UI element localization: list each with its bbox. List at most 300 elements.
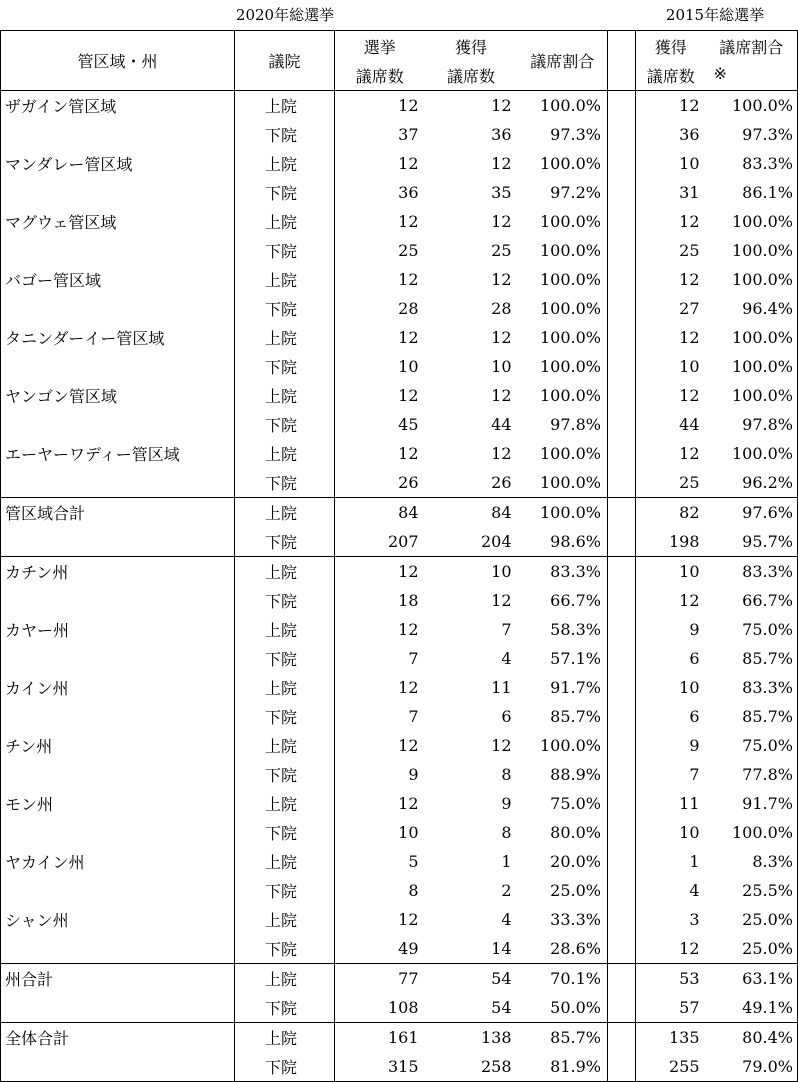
- seat-ratio-2015-cell: 100.0%: [706, 352, 798, 381]
- elected-seats-cell: 12: [398, 794, 419, 813]
- seat-ratio-2015-cell: 85.7%: [706, 644, 798, 673]
- won-seats-2015-cell: 3: [689, 910, 700, 929]
- header-gap: [608, 31, 636, 91]
- region-cell: [1, 760, 235, 789]
- house-cell: 上院: [235, 905, 335, 934]
- gap-cell: [608, 818, 636, 847]
- header-won15-line2: 議席数: [646, 67, 695, 86]
- title-2020-election: 2020年総選挙: [235, 6, 335, 24]
- seat-ratio-2015-cell: 25.0%: [706, 905, 798, 934]
- won-seats-2015-cell: 10: [679, 678, 700, 697]
- seat-ratio-cell: 100.0%: [518, 323, 608, 352]
- region-cell: [1, 702, 235, 731]
- seat-ratio-2015-cell: 77.8%: [706, 760, 798, 789]
- won-seats-cell: 12: [491, 736, 512, 755]
- won-seats-2015-cell: 25: [679, 241, 700, 260]
- elected-seats-cell: 28: [398, 299, 419, 318]
- gap-cell: [608, 557, 636, 587]
- seat-ratio-cell: 97.3%: [518, 120, 608, 149]
- seat-ratio-2015-cell: 97.3%: [706, 120, 798, 149]
- seat-ratio-2015-cell: 86.1%: [706, 178, 798, 207]
- region-cell: マンダレー管区域: [1, 149, 235, 178]
- seat-ratio-cell: 28.6%: [518, 934, 608, 964]
- seat-ratio-cell: 97.2%: [518, 178, 608, 207]
- seat-ratio-2015-cell: 97.8%: [706, 410, 798, 439]
- house-cell: 下院: [235, 294, 335, 323]
- house-cell: 上院: [235, 557, 335, 587]
- seat-ratio-cell: 75.0%: [518, 789, 608, 818]
- gap-cell: [608, 498, 636, 528]
- seat-ratio-cell: 100.0%: [518, 265, 608, 294]
- elected-seats-cell: 12: [398, 386, 419, 405]
- won-seats-cell: 12: [491, 591, 512, 610]
- region-cell: [1, 468, 235, 498]
- table-row: [1, 615, 798, 644]
- gap-cell: [608, 381, 636, 410]
- seat-ratio-2015-cell: 75.0%: [706, 731, 798, 760]
- won-seats-cell: 8: [501, 823, 512, 842]
- seat-ratio-cell: 100.0%: [518, 236, 608, 265]
- gap-cell: [608, 847, 636, 876]
- region-cell: バゴー管区域: [1, 265, 235, 294]
- won-seats-2015-cell: 1: [689, 852, 700, 871]
- table-row: [1, 527, 798, 557]
- won-seats-cell: 7: [501, 620, 512, 639]
- won-seats-2015-cell: 12: [679, 444, 700, 463]
- seat-ratio-cell: 100.0%: [518, 207, 608, 236]
- won-seats-cell: 10: [491, 357, 512, 376]
- seat-ratio-2015-cell: 96.2%: [706, 468, 798, 498]
- won-seats-2015-cell: 12: [679, 96, 700, 115]
- won-seats-2015-cell: 9: [689, 620, 700, 639]
- won-seats-cell: 9: [501, 794, 512, 813]
- won-seats-cell: 4: [501, 649, 512, 668]
- gap-cell: [608, 323, 636, 352]
- seat-ratio-2015-cell: 83.3%: [706, 673, 798, 702]
- gap-cell: [608, 964, 636, 994]
- table-row: [1, 673, 798, 702]
- seat-ratio-cell: 25.0%: [518, 876, 608, 905]
- seat-ratio-2015-cell: 100.0%: [706, 381, 798, 410]
- header-won-seats: [425, 31, 518, 91]
- elected-seats-cell: 12: [398, 444, 419, 463]
- elected-seats-cell: 10: [398, 823, 419, 842]
- seat-ratio-cell: 80.0%: [518, 818, 608, 847]
- header-won-line2: 議席数: [446, 67, 495, 86]
- won-seats-2015-cell: 44: [679, 415, 700, 434]
- elected-seats-cell: 26: [398, 473, 419, 492]
- elected-seats-cell: 9: [408, 765, 419, 784]
- gap-cell: [608, 876, 636, 905]
- house-cell: 上院: [235, 207, 335, 236]
- header-seat-ratio: 議席割合: [518, 31, 608, 91]
- house-cell: 上院: [235, 964, 335, 994]
- won-seats-2015-cell: 12: [679, 591, 700, 610]
- won-seats-2015-cell: 198: [668, 532, 700, 551]
- won-seats-cell: 26: [491, 473, 512, 492]
- table-row: [1, 381, 798, 410]
- table-row: [1, 847, 798, 876]
- house-cell: 下院: [235, 410, 335, 439]
- seat-ratio-cell: 100.0%: [518, 439, 608, 468]
- table-row: [1, 586, 798, 615]
- house-cell: 下院: [235, 178, 335, 207]
- region-cell: チン州: [1, 731, 235, 760]
- house-cell: 下院: [235, 876, 335, 905]
- table-row: [1, 149, 798, 178]
- seat-ratio-2015-cell: 100.0%: [706, 207, 798, 236]
- seat-ratio-2015-cell: 95.7%: [706, 527, 798, 557]
- region-cell: 管区域合計: [1, 498, 235, 528]
- elected-seats-cell: 77: [335, 964, 425, 994]
- gap-cell: [608, 207, 636, 236]
- won-seats-cell: 36: [491, 125, 512, 144]
- seat-ratio-cell: 81.9%: [518, 1052, 608, 1082]
- won-seats-cell: 12: [491, 154, 512, 173]
- seat-ratio-cell: 83.3%: [518, 557, 608, 587]
- region-cell: [1, 236, 235, 265]
- table-row: [1, 294, 798, 323]
- table-row: [1, 265, 798, 294]
- elected-seats-cell: 84: [335, 498, 425, 528]
- won-seats-2015-cell: 12: [679, 386, 700, 405]
- gap-cell: [608, 1023, 636, 1053]
- gap-cell: [608, 149, 636, 178]
- elected-seats-cell: 37: [398, 125, 419, 144]
- house-cell: 上院: [235, 439, 335, 468]
- seat-ratio-cell: 20.0%: [518, 847, 608, 876]
- elected-seats-cell: 108: [387, 998, 419, 1017]
- seat-ratio-2015-cell: 100.0%: [706, 818, 798, 847]
- won-seats-2015-cell: 135: [636, 1023, 706, 1053]
- won-seats-cell: 14: [491, 939, 512, 958]
- table-row: [1, 557, 798, 587]
- won-seats-2015-cell: 6: [689, 649, 700, 668]
- gap-cell: [608, 468, 636, 498]
- table-row: [1, 760, 798, 789]
- table-row: [1, 468, 798, 498]
- region-cell: ザガイン管区域: [1, 91, 235, 121]
- won-seats-2015-cell: 36: [679, 125, 700, 144]
- won-seats-2015-cell: 6: [689, 707, 700, 726]
- region-cell: [1, 120, 235, 149]
- seat-ratio-cell: 85.7%: [518, 702, 608, 731]
- gap-cell: [608, 527, 636, 557]
- table-header-row: [1, 31, 798, 91]
- won-seats-cell: 6: [501, 707, 512, 726]
- won-seats-2015-cell: 53: [636, 964, 706, 994]
- won-seats-2015-cell: 10: [679, 357, 700, 376]
- region-cell: [1, 818, 235, 847]
- seat-ratio-cell: 58.3%: [518, 615, 608, 644]
- header-won-line1: 獲得: [454, 38, 487, 57]
- elected-seats-cell: 12: [398, 736, 419, 755]
- seat-ratio-2015-cell: 83.3%: [706, 149, 798, 178]
- seat-ratio-cell: 88.9%: [518, 760, 608, 789]
- seat-ratio-cell: 33.3%: [518, 905, 608, 934]
- won-seats-2015-cell: 10: [636, 557, 706, 587]
- table-row: [1, 964, 798, 994]
- table-row: [1, 207, 798, 236]
- gap-cell: [608, 789, 636, 818]
- house-cell: 上院: [235, 381, 335, 410]
- title-2015-election: 2015年総選挙: [665, 6, 765, 24]
- table-row: [1, 178, 798, 207]
- seat-ratio-cell: 85.7%: [518, 1023, 608, 1053]
- won-seats-cell: 204: [480, 532, 512, 551]
- header-elected-line1: 選挙: [363, 38, 396, 57]
- gap-cell: [608, 993, 636, 1023]
- region-cell: [1, 410, 235, 439]
- elected-seats-cell: 12: [398, 678, 419, 697]
- seat-ratio-2015-cell: 66.7%: [706, 586, 798, 615]
- table-row: [1, 702, 798, 731]
- table-row: [1, 323, 798, 352]
- elected-seats-cell: 25: [398, 241, 419, 260]
- seat-ratio-cell: 100.0%: [518, 352, 608, 381]
- won-seats-2015-cell: 7: [689, 765, 700, 784]
- table-row: [1, 1023, 798, 1053]
- won-seats-2015-cell: 12: [679, 939, 700, 958]
- seat-ratio-cell: 100.0%: [518, 498, 608, 528]
- elected-seats-cell: 12: [398, 270, 419, 289]
- table-row: [1, 818, 798, 847]
- region-cell: [1, 294, 235, 323]
- house-cell: 上院: [235, 149, 335, 178]
- region-cell: カチン州: [1, 557, 235, 587]
- table-row: [1, 236, 798, 265]
- won-seats-cell: 12: [491, 328, 512, 347]
- header-elected-seats: [335, 31, 425, 91]
- seat-ratio-cell: 100.0%: [518, 468, 608, 498]
- region-cell: モン州: [1, 789, 235, 818]
- elected-seats-cell: 45: [398, 415, 419, 434]
- seat-ratio-2015-cell: 8.3%: [706, 847, 798, 876]
- gap-cell: [608, 760, 636, 789]
- seat-ratio-cell: 100.0%: [518, 381, 608, 410]
- region-cell: シャン州: [1, 905, 235, 934]
- table-row: [1, 876, 798, 905]
- gap-cell: [608, 586, 636, 615]
- seat-ratio-2015-cell: 85.7%: [706, 702, 798, 731]
- table-row: [1, 410, 798, 439]
- gap-cell: [608, 615, 636, 644]
- won-seats-2015-cell: 10: [679, 154, 700, 173]
- won-seats-cell: 10: [425, 557, 518, 587]
- seat-ratio-2015-cell: 75.0%: [706, 615, 798, 644]
- won-seats-cell: 11: [491, 678, 512, 697]
- region-cell: ヤンゴン管区域: [1, 381, 235, 410]
- won-seats-2015-cell: 31: [679, 183, 700, 202]
- house-cell: 上院: [235, 498, 335, 528]
- elected-seats-cell: 10: [398, 357, 419, 376]
- seat-ratio-2015-cell: 96.4%: [706, 294, 798, 323]
- elected-seats-cell: 12: [398, 154, 419, 173]
- region-cell: エーヤーワディー管区域: [1, 439, 235, 468]
- house-cell: 上院: [235, 91, 335, 121]
- house-cell: 上院: [235, 673, 335, 702]
- seat-ratio-2015-cell: 80.4%: [706, 1023, 798, 1053]
- seat-ratio-2015-cell: 100.0%: [706, 236, 798, 265]
- gap-cell: [608, 934, 636, 964]
- table-row: [1, 993, 798, 1023]
- table-row: [1, 731, 798, 760]
- seat-ratio-2015-cell: 63.1%: [706, 964, 798, 994]
- won-seats-cell: 1: [501, 852, 512, 871]
- seat-ratio-2015-cell: 79.0%: [706, 1052, 798, 1082]
- election-results-table: [0, 30, 798, 1082]
- table-row: [1, 352, 798, 381]
- house-cell: 上院: [235, 1023, 335, 1053]
- house-cell: 下院: [235, 644, 335, 673]
- gap-cell: [608, 410, 636, 439]
- house-cell: 下院: [235, 527, 335, 557]
- region-cell: タニンダーイー管区域: [1, 323, 235, 352]
- won-seats-2015-cell: 57: [679, 998, 700, 1017]
- seat-ratio-2015-cell: 25.5%: [706, 876, 798, 905]
- region-cell: [1, 527, 235, 557]
- region-cell: カヤー州: [1, 615, 235, 644]
- elected-seats-cell: 5: [408, 852, 419, 871]
- gap-cell: [608, 91, 636, 121]
- table-row: [1, 644, 798, 673]
- header-house: 議院: [235, 31, 335, 91]
- won-seats-cell: 12: [491, 96, 512, 115]
- region-cell: [1, 1052, 235, 1082]
- region-cell: [1, 352, 235, 381]
- won-seats-cell: 84: [425, 498, 518, 528]
- won-seats-cell: 12: [491, 444, 512, 463]
- table-row: [1, 91, 798, 121]
- region-cell: マグウェ管区域: [1, 207, 235, 236]
- house-cell: 下院: [235, 760, 335, 789]
- won-seats-2015-cell: 12: [679, 270, 700, 289]
- region-cell: [1, 993, 235, 1023]
- seat-ratio-cell: 70.1%: [518, 964, 608, 994]
- seat-ratio-cell: 100.0%: [518, 91, 608, 121]
- elected-seats-cell: 18: [398, 591, 419, 610]
- seat-ratio-cell: 100.0%: [518, 149, 608, 178]
- house-cell: 下院: [235, 236, 335, 265]
- gap-cell: [608, 236, 636, 265]
- won-seats-cell: 8: [501, 765, 512, 784]
- seat-ratio-2015-cell: 100.0%: [706, 323, 798, 352]
- gap-cell: [608, 265, 636, 294]
- table-row: [1, 120, 798, 149]
- region-cell: [1, 876, 235, 905]
- region-cell: [1, 934, 235, 964]
- won-seats-cell: 12: [491, 386, 512, 405]
- seat-ratio-2015-cell: 100.0%: [706, 91, 798, 121]
- house-cell: 下院: [235, 818, 335, 847]
- gap-cell: [608, 439, 636, 468]
- won-seats-cell: 35: [491, 183, 512, 202]
- won-seats-cell: 138: [425, 1023, 518, 1053]
- won-seats-cell: 54: [491, 998, 512, 1017]
- won-seats-cell: 258: [425, 1052, 518, 1082]
- elected-seats-cell: 315: [335, 1052, 425, 1082]
- house-cell: 上院: [235, 265, 335, 294]
- gap-cell: [608, 673, 636, 702]
- header-ratio15-line2: ※: [713, 64, 727, 83]
- region-cell: 州合計: [1, 964, 235, 994]
- header-won15-line1: 獲得: [654, 38, 687, 57]
- table-row: [1, 905, 798, 934]
- won-seats-2015-cell: 11: [679, 794, 700, 813]
- gap-cell: [608, 1052, 636, 1082]
- won-seats-2015-cell: 4: [689, 881, 700, 900]
- house-cell: 下院: [235, 586, 335, 615]
- elected-seats-cell: 8: [408, 881, 419, 900]
- house-cell: 上院: [235, 847, 335, 876]
- house-cell: 上院: [235, 731, 335, 760]
- table-row: [1, 498, 798, 528]
- gap-cell: [608, 178, 636, 207]
- won-seats-2015-cell: 255: [636, 1052, 706, 1082]
- gap-cell: [608, 731, 636, 760]
- house-cell: 下院: [235, 1052, 335, 1082]
- elected-seats-cell: 12: [398, 212, 419, 231]
- header-region: 管区域・州: [1, 31, 235, 91]
- header-elected-line2: 議席数: [355, 67, 404, 86]
- won-seats-2015-cell: 12: [679, 328, 700, 347]
- seat-ratio-2015-cell: 83.3%: [706, 557, 798, 587]
- seat-ratio-2015-cell: 49.1%: [706, 993, 798, 1023]
- seat-ratio-2015-cell: 25.0%: [706, 934, 798, 964]
- won-seats-2015-cell: 10: [679, 823, 700, 842]
- seat-ratio-2015-cell: 91.7%: [706, 789, 798, 818]
- won-seats-cell: 2: [501, 881, 512, 900]
- elected-seats-cell: 12: [398, 96, 419, 115]
- gap-cell: [608, 294, 636, 323]
- gap-cell: [608, 702, 636, 731]
- table-row: [1, 439, 798, 468]
- elected-seats-cell: 7: [408, 707, 419, 726]
- region-cell: 全体合計: [1, 1023, 235, 1053]
- won-seats-2015-cell: 25: [679, 473, 700, 492]
- elected-seats-cell: 49: [398, 939, 419, 958]
- house-cell: 下院: [235, 468, 335, 498]
- header-seat-ratio-2015: [706, 31, 798, 91]
- house-cell: 下院: [235, 120, 335, 149]
- region-cell: [1, 586, 235, 615]
- header-won-seats-2015: [636, 31, 706, 91]
- house-cell: 下院: [235, 352, 335, 381]
- seat-ratio-cell: 97.8%: [518, 410, 608, 439]
- region-cell: [1, 178, 235, 207]
- seat-ratio-cell: 50.0%: [518, 993, 608, 1023]
- table-body: [1, 91, 798, 1082]
- elected-seats-cell: 12: [335, 557, 425, 587]
- won-seats-2015-cell: 9: [689, 736, 700, 755]
- seat-ratio-2015-cell: 100.0%: [706, 265, 798, 294]
- house-cell: 下院: [235, 702, 335, 731]
- house-cell: 下院: [235, 993, 335, 1023]
- seat-ratio-cell: 66.7%: [518, 586, 608, 615]
- won-seats-cell: 12: [491, 270, 512, 289]
- won-seats-cell: 12: [491, 212, 512, 231]
- won-seats-cell: 4: [501, 910, 512, 929]
- table-row: [1, 934, 798, 964]
- elected-seats-cell: 12: [398, 910, 419, 929]
- seat-ratio-2015-cell: 97.6%: [706, 498, 798, 528]
- seat-ratio-cell: 100.0%: [518, 731, 608, 760]
- region-cell: カイン州: [1, 673, 235, 702]
- elected-seats-cell: 161: [335, 1023, 425, 1053]
- seat-ratio-cell: 98.6%: [518, 527, 608, 557]
- seat-ratio-cell: 57.1%: [518, 644, 608, 673]
- seat-ratio-cell: 100.0%: [518, 294, 608, 323]
